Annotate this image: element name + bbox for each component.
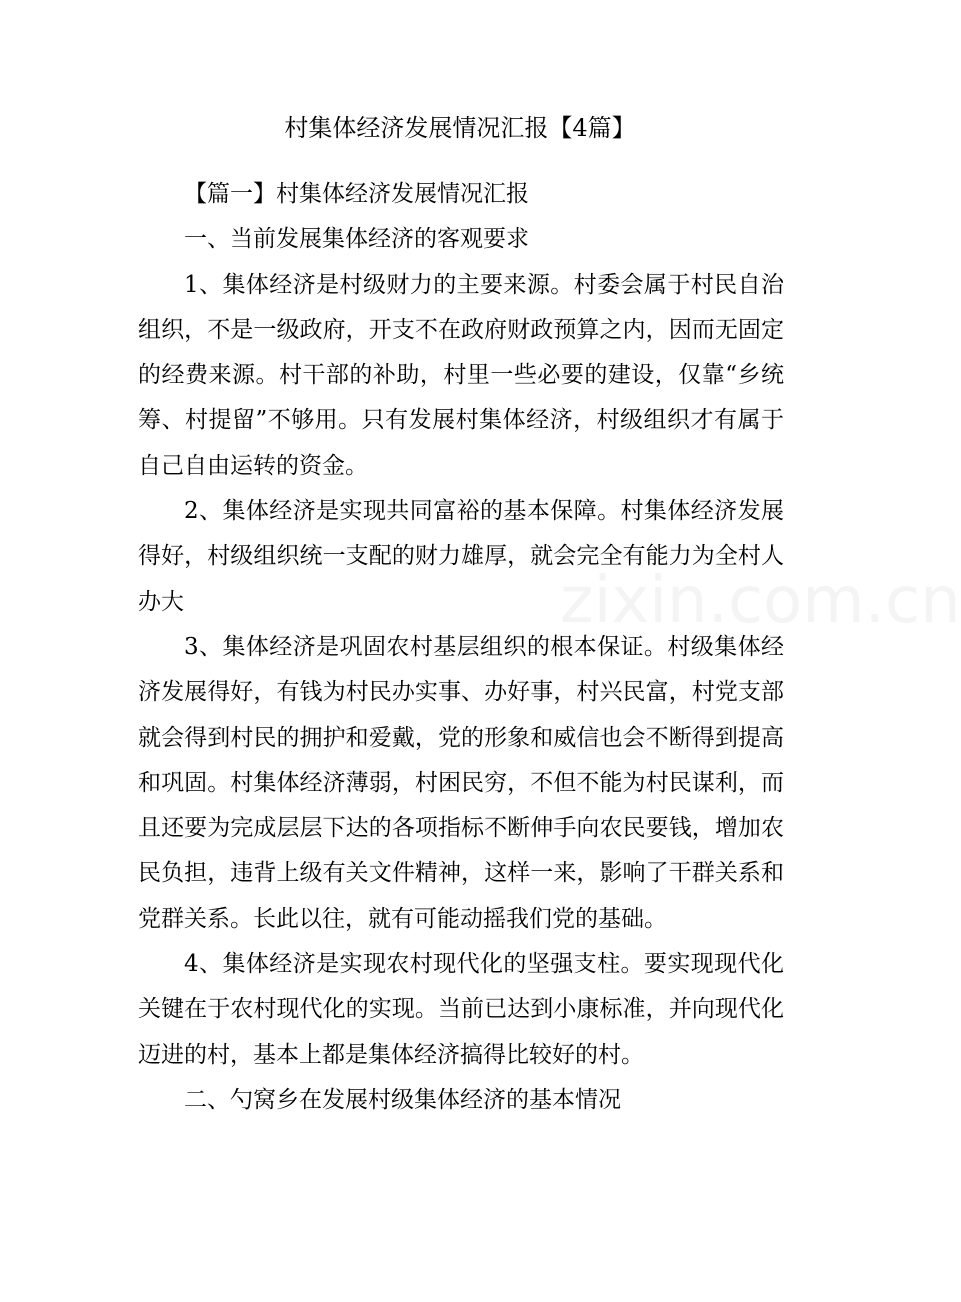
body-paragraph: 1、集体经济是村级财力的主要来源。村委会属于村民自治组织，不是一级政府，开支不在政府财政预算之内，因而无固定的经费来源。村干部的补助，村里一些必要的建设，仅靠“乡统筹、村提留”不够用。只有发展村集体经济，村级组织才有属于自己自由运转的资金。 [138, 271, 784, 479]
body-paragraph: 2、集体经济是实现共同富裕的基本保障。村集体经济发展得好，村级组织统一支配的财力雄厚，就会完全有能力为全村人办大 [138, 498, 784, 615]
watermark: zixin.com.cn [560, 564, 961, 638]
section-heading: 【篇一】村集体经济发展情况汇报 [184, 181, 529, 207]
subsection-heading: 一、当前发展集体经济的客观要求 [184, 226, 529, 253]
body-paragraph: 4、集体经济是实现农村现代化的坚强支柱。要实现现代化关键在于农村现代化的实现。当前已达到小康标准，并向现代化迈进的村，基本上都是集体经济搞得比较好的村。 [138, 951, 784, 1068]
body-paragraph: 3、集体经济是巩固农村基层组织的根本保证。村级集体经济发展得好，有钱为村民办实事、办好事，村兴民富，村党支部就会得到村民的拥护和爱戴，党的形象和威信也会不断得到提高和巩固。村集体经济薄弱，村困民穷，不但不能为村民谋利，而且还要为完成层层下达的各项指标不断伸手向农民要钱，增加农民负担，违背上级有关文件精神，这样一来，影响了干群关系和党群关系。长此以往，就有可能动摇我们党的基础。 [138, 633, 784, 932]
document-title: 村集体经济发展情况汇报【4篇】 [284, 114, 636, 142]
subsection-heading: 二、勺窝乡在发展村级集体经济的基本情况 [184, 1086, 621, 1113]
document-body [138, 172, 784, 1123]
